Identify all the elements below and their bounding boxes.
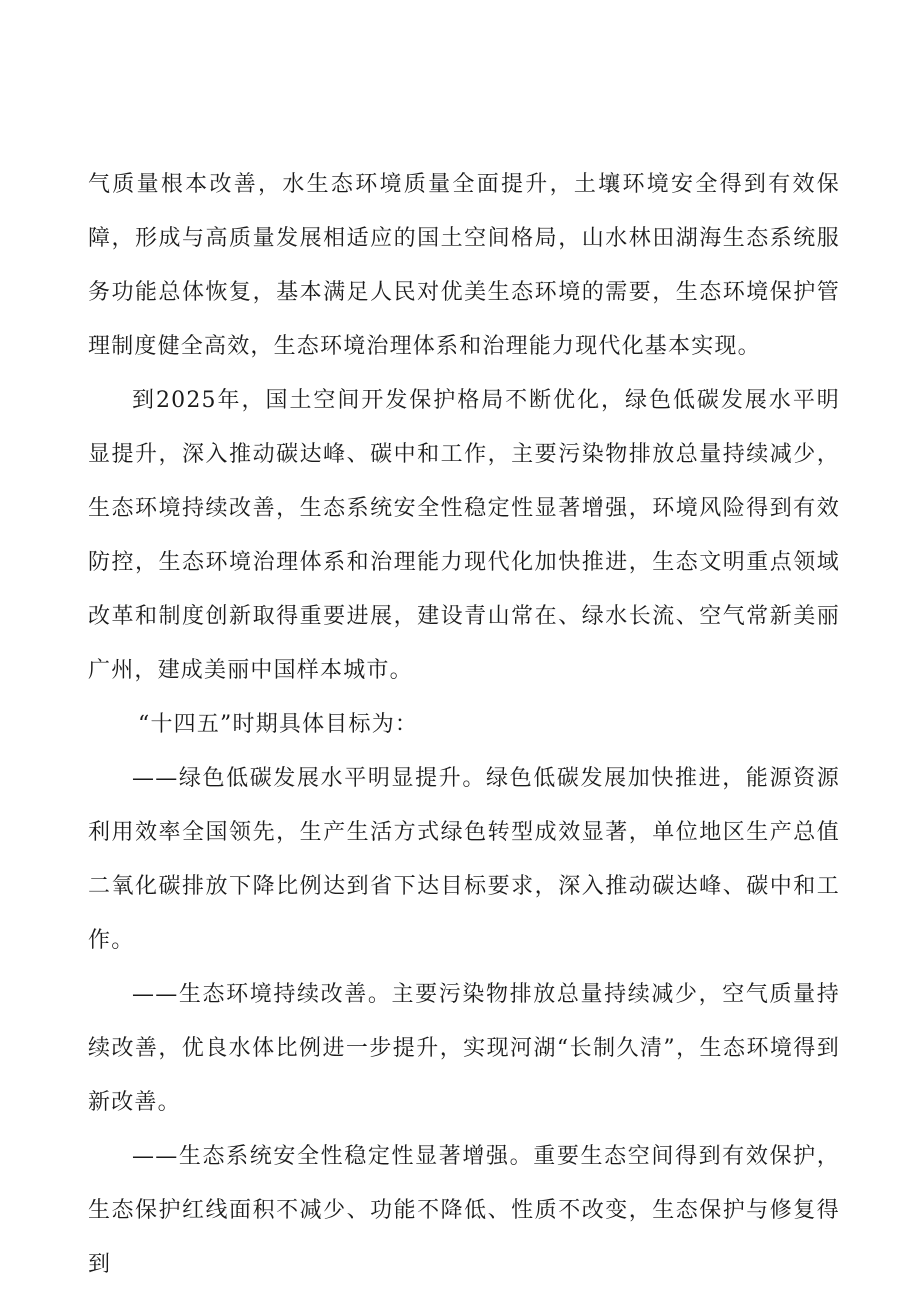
paragraph-continuation: 气质量根本改善，水生态环境质量全面提升，土壤环境安全得到有效保障，形成与高质量发展相适应的国土空间格局，山水林田湖海生态系统服务功能总体恢复，基本满足人民对优美生态环境的需要，生态环境保护管理制度健全高效，生态环境治理体系和治理能力现代化基本实现。 bbox=[88, 172, 840, 359]
document-body bbox=[88, 158, 840, 1292]
paragraph-environment-improvement: ——生态环境持续改善。主要污染物排放总量持续减少，空气质量持续改善，优良水体比例进一步提升，实现河湖“长制久清”，生态环境得到新改善。 bbox=[88, 982, 840, 1115]
paragraph-green-low-carbon: ——绿色低碳发展水平明显提升。绿色低碳发展加快推进，能源资源利用效率全国领先，生产生活方式绿色转型成效显著，单位地区生产总值二氧化碳排放下降比例达到省下达目标要求，深入推动碳达峰、碳中和工作。 bbox=[88, 766, 840, 953]
paragraph-ecosystem-security: ——生态系统安全性稳定性显著增强。重要生态空间得到有效保护，生态保护红线面积不减少、功能不降低、性质不改变，生态保护与修复得到 bbox=[88, 1144, 840, 1277]
paragraph-2025-goals: 到2025年，国土空间开发保护格局不断优化，绿色低碳发展水平明显提升，深入推动碳达峰、碳中和工作，主要污染物排放总量持续减少，生态环境持续改善，生态系统安全性稳定性显著增强，环境风险得到有效防控，生态环境治理体系和治理能力现代化加快推进，生态文明重点领域改革和制度创新取得重要进展，建设青山常在、绿水长流、空气常新美丽广州，建成美丽中国样本城市。 bbox=[88, 388, 840, 683]
paragraph-14th-fyp-heading: “十四五”时期具体目标为： bbox=[138, 712, 419, 737]
